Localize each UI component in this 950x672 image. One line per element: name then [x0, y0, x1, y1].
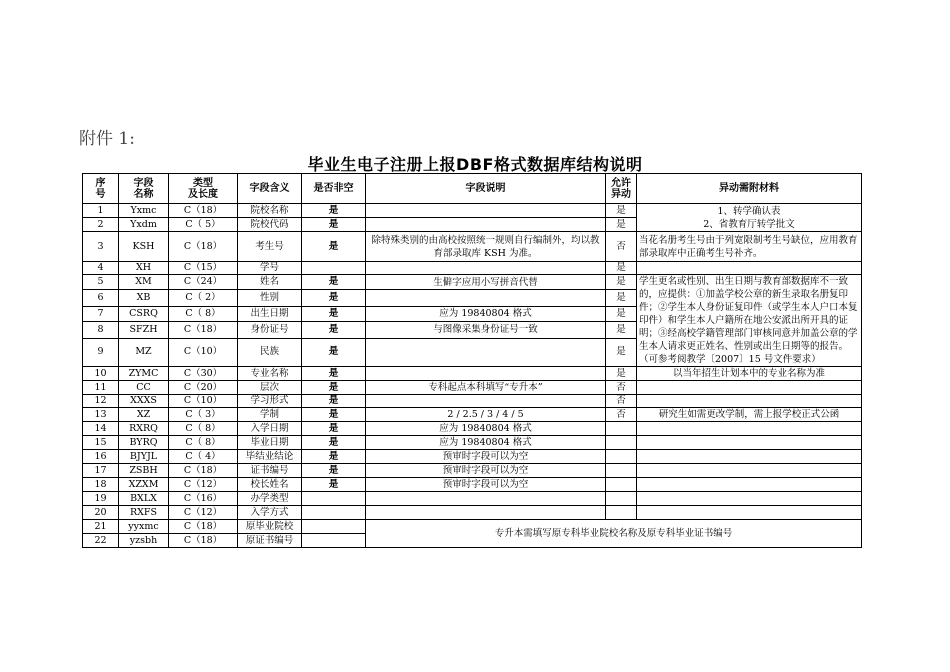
field-code: CC [119, 381, 169, 395]
field-meaning: 学制 [238, 408, 302, 422]
row-number: 3 [83, 232, 119, 262]
table-row [83, 381, 862, 395]
header-field-name: 字段 名称 [119, 174, 169, 204]
row-number: 6 [83, 290, 119, 306]
field-description: 应为 19840804 格式 [366, 436, 606, 450]
required-flag: 是 [302, 381, 366, 395]
field-description [366, 262, 606, 275]
allow-change-flag [606, 436, 637, 450]
required-flag: 是 [302, 204, 366, 218]
required-flag [302, 534, 366, 548]
field-code: XZ [119, 408, 169, 422]
field-code: RXRQ [119, 422, 169, 436]
field-code: ZSBH [119, 464, 169, 478]
field-meaning: 民族 [238, 338, 302, 367]
row-number: 7 [83, 306, 119, 321]
field-meaning: 考生号 [238, 232, 302, 262]
field-description: 应为 19840804 格式 [366, 306, 606, 321]
field-meaning: 学习形式 [238, 395, 302, 408]
field-type: C（18） [169, 520, 238, 534]
table-row [83, 464, 862, 478]
field-code: XXXS [119, 395, 169, 408]
field-description: 预审时字段可以为空 [366, 478, 606, 492]
row-number: 9 [83, 338, 119, 367]
field-description [366, 367, 606, 381]
row-number: 22 [83, 534, 119, 548]
field-description: 生僻字应用小写拼音代替 [366, 275, 606, 290]
required-flag [302, 506, 366, 520]
required-materials [637, 436, 862, 450]
required-materials [637, 262, 862, 275]
required-materials [637, 422, 862, 436]
required-materials: 当花名册考生号由于列宽限制考生号缺位，应用教育部录取库中正确考生号补齐。 [637, 232, 862, 262]
field-meaning: 原毕业院校 [238, 520, 302, 534]
table-row [83, 367, 862, 381]
field-code: XH [119, 262, 169, 275]
field-code: XZXM [119, 478, 169, 492]
field-code: BJYJL [119, 450, 169, 464]
row-number: 21 [83, 520, 119, 534]
row-number: 12 [83, 395, 119, 408]
field-meaning: 原证书编号 [238, 534, 302, 548]
allow-change-flag: 是 [606, 367, 637, 381]
required-flag: 是 [302, 478, 366, 492]
field-code: BYRQ [119, 436, 169, 450]
material-item: 2、省教育厅转学批文 [703, 218, 795, 230]
field-meaning: 专业名称 [238, 367, 302, 381]
required-flag: 是 [302, 408, 366, 422]
allow-change-flag: 是 [606, 275, 637, 290]
row-number: 20 [83, 506, 119, 520]
allow-change-flag [606, 506, 637, 520]
allow-change-flag: 是 [606, 204, 637, 218]
required-flag [302, 492, 366, 506]
allow-change-flag: 是 [606, 218, 637, 232]
required-flag: 是 [302, 422, 366, 436]
field-code: MZ [119, 338, 169, 367]
field-description [366, 338, 606, 367]
field-type: C（18） [169, 204, 238, 218]
allow-change-flag: 否 [606, 408, 637, 422]
field-type: C（ 8） [169, 306, 238, 321]
field-code: BXLX [119, 492, 169, 506]
field-type: C（ 3） [169, 408, 238, 422]
field-type: C（18） [169, 322, 238, 338]
field-code: yzsbh [119, 534, 169, 548]
field-meaning: 校长姓名 [238, 478, 302, 492]
field-type: C（18） [169, 534, 238, 548]
row-number: 5 [83, 275, 119, 290]
required-materials: 以当年招生计划本中的专业名称为准 [637, 367, 862, 381]
attachment-label: 附件 1: [79, 129, 135, 149]
required-flag: 是 [302, 395, 366, 408]
header-type-length: 类型 及长度 [169, 174, 238, 204]
required-flag: 是 [302, 218, 366, 232]
table-row [83, 204, 862, 218]
required-flag: 是 [302, 232, 366, 262]
row-number: 16 [83, 450, 119, 464]
table-row [83, 262, 862, 275]
required-materials [637, 204, 862, 232]
field-type: C（ 5） [169, 218, 238, 232]
required-flag: 是 [302, 322, 366, 338]
field-description: 预审时字段可以为空 [366, 450, 606, 464]
field-code: Yxdm [119, 218, 169, 232]
field-description: 除特殊类别的由高校按照统一规则自行编制外，均以教育部录取库 KSH 为准。 [366, 232, 606, 262]
required-materials: 学生更名或性别、出生日期与教育部数据库不一致的，应提供：①加盖学校公章的新生录取名册复印件；②学生本人身份证复印件（或学生本人户口本复印件）和学生本人户籍所在地公安派出所开具的证明；③经高校学籍管理部门审核同意并加盖公章的学生本人请求更正姓名、性别或出生日期等的报告。（可参考阅教学〔2007〕15 号文件要求） [637, 275, 862, 367]
field-meaning: 毕业日期 [238, 436, 302, 450]
field-type: C（18） [169, 232, 238, 262]
allow-change-flag: 是 [606, 338, 637, 367]
header-required: 是否非空 [302, 174, 366, 204]
allow-change-flag: 否 [606, 395, 637, 408]
required-materials [637, 506, 862, 520]
table-row [83, 506, 862, 520]
header-seq: 序 号 [83, 174, 119, 204]
field-type: C（16） [169, 492, 238, 506]
field-meaning: 身份证号 [238, 322, 302, 338]
row-number: 1 [83, 204, 119, 218]
field-code: yyxmc [119, 520, 169, 534]
row-number: 18 [83, 478, 119, 492]
required-flag: 是 [302, 306, 366, 321]
field-description [366, 395, 606, 408]
field-code: KSH [119, 232, 169, 262]
row-number: 19 [83, 492, 119, 506]
allow-change-flag: 是 [606, 290, 637, 306]
table-row [83, 520, 862, 534]
required-materials [637, 395, 862, 408]
field-meaning: 性别 [238, 290, 302, 306]
row-number: 17 [83, 464, 119, 478]
required-materials: 研究生如需更改学制，需上报学校正式公函 [637, 408, 862, 422]
required-flag: 是 [302, 464, 366, 478]
table-row [83, 492, 862, 506]
field-structure-table [82, 173, 862, 548]
table-row [83, 395, 862, 408]
allow-change-flag [606, 492, 637, 506]
header-allow-change: 允许 异动 [606, 174, 637, 204]
field-description: 应为 19840804 格式 [366, 422, 606, 436]
header-meaning: 字段含义 [238, 174, 302, 204]
field-meaning: 姓名 [238, 275, 302, 290]
table-row [83, 232, 862, 262]
required-flag: 是 [302, 275, 366, 290]
field-meaning: 层次 [238, 381, 302, 395]
field-type: C（10） [169, 338, 238, 367]
field-type: C（ 8） [169, 422, 238, 436]
field-code: Yxmc [119, 204, 169, 218]
required-flag: 是 [302, 450, 366, 464]
table-row [83, 436, 862, 450]
field-meaning: 院校代码 [238, 218, 302, 232]
field-type: C（ 8） [169, 436, 238, 450]
allow-change-flag [606, 450, 637, 464]
field-description [366, 218, 606, 232]
required-flag [302, 520, 366, 534]
field-type: C（ 4） [169, 450, 238, 464]
material-item: 1、转学确认表 [717, 205, 781, 217]
field-type: C（12） [169, 506, 238, 520]
table-row [83, 275, 862, 290]
row-number: 13 [83, 408, 119, 422]
field-description [366, 290, 606, 306]
allow-change-flag: 否 [606, 232, 637, 262]
required-materials [637, 450, 862, 464]
allow-change-flag [606, 478, 637, 492]
required-materials [637, 464, 862, 478]
field-meaning: 毕结业结论 [238, 450, 302, 464]
required-materials: 专升本需填写原专科毕业院校名称及原专科毕业证书编号 [366, 520, 862, 548]
field-description: 预审时字段可以为空 [366, 464, 606, 478]
field-code: ZYMC [119, 367, 169, 381]
required-materials [637, 492, 862, 506]
row-number: 2 [83, 218, 119, 232]
field-meaning: 学号 [238, 262, 302, 275]
row-number: 4 [83, 262, 119, 275]
allow-change-flag: 否 [606, 381, 637, 395]
document-title: 毕业生电子注册上报DBF格式数据库结构说明 [307, 155, 643, 174]
required-flag: 是 [302, 436, 366, 450]
field-meaning: 入学方式 [238, 506, 302, 520]
field-type: C（18） [169, 464, 238, 478]
field-description [366, 204, 606, 218]
field-code: SFZH [119, 322, 169, 338]
field-type: C（20） [169, 381, 238, 395]
field-description [366, 492, 606, 506]
field-type: C（12） [169, 478, 238, 492]
field-type: C（ 2） [169, 290, 238, 306]
row-number: 15 [83, 436, 119, 450]
field-code: XM [119, 275, 169, 290]
header-description: 字段说明 [366, 174, 606, 204]
field-type: C（24） [169, 275, 238, 290]
table-row [83, 422, 862, 436]
table-row [83, 450, 862, 464]
allow-change-flag [606, 464, 637, 478]
required-flag: 是 [302, 338, 366, 367]
field-meaning: 出生日期 [238, 306, 302, 321]
field-description [366, 506, 606, 520]
required-materials [637, 478, 862, 492]
required-materials [637, 381, 862, 395]
allow-change-flag: 是 [606, 322, 637, 338]
table-header-row [83, 174, 862, 204]
field-type: C（10） [169, 395, 238, 408]
field-code: CSRQ [119, 306, 169, 321]
field-meaning: 办学类型 [238, 492, 302, 506]
row-number: 14 [83, 422, 119, 436]
table-row [83, 478, 862, 492]
field-description: 专科起点本科填写“专升本” [366, 381, 606, 395]
field-description: 与图像采集身份证号一致 [366, 322, 606, 338]
field-meaning: 入学日期 [238, 422, 302, 436]
row-number: 8 [83, 322, 119, 338]
required-flag: 是 [302, 290, 366, 306]
field-meaning: 院校名称 [238, 204, 302, 218]
required-flag [302, 262, 366, 275]
field-code: XB [119, 290, 169, 306]
allow-change-flag [606, 422, 637, 436]
header-materials: 异动需附材料 [637, 174, 862, 204]
field-description: 2 / 2.5 / 3 / 4 / 5 [366, 408, 606, 422]
row-number: 11 [83, 381, 119, 395]
required-flag: 是 [302, 367, 366, 381]
field-code: RXFS [119, 506, 169, 520]
field-type: C（15） [169, 262, 238, 275]
allow-change-flag: 是 [606, 262, 637, 275]
field-type: C（30） [169, 367, 238, 381]
field-meaning: 证书编号 [238, 464, 302, 478]
table-row [83, 408, 862, 422]
row-number: 10 [83, 367, 119, 381]
allow-change-flag: 是 [606, 306, 637, 321]
